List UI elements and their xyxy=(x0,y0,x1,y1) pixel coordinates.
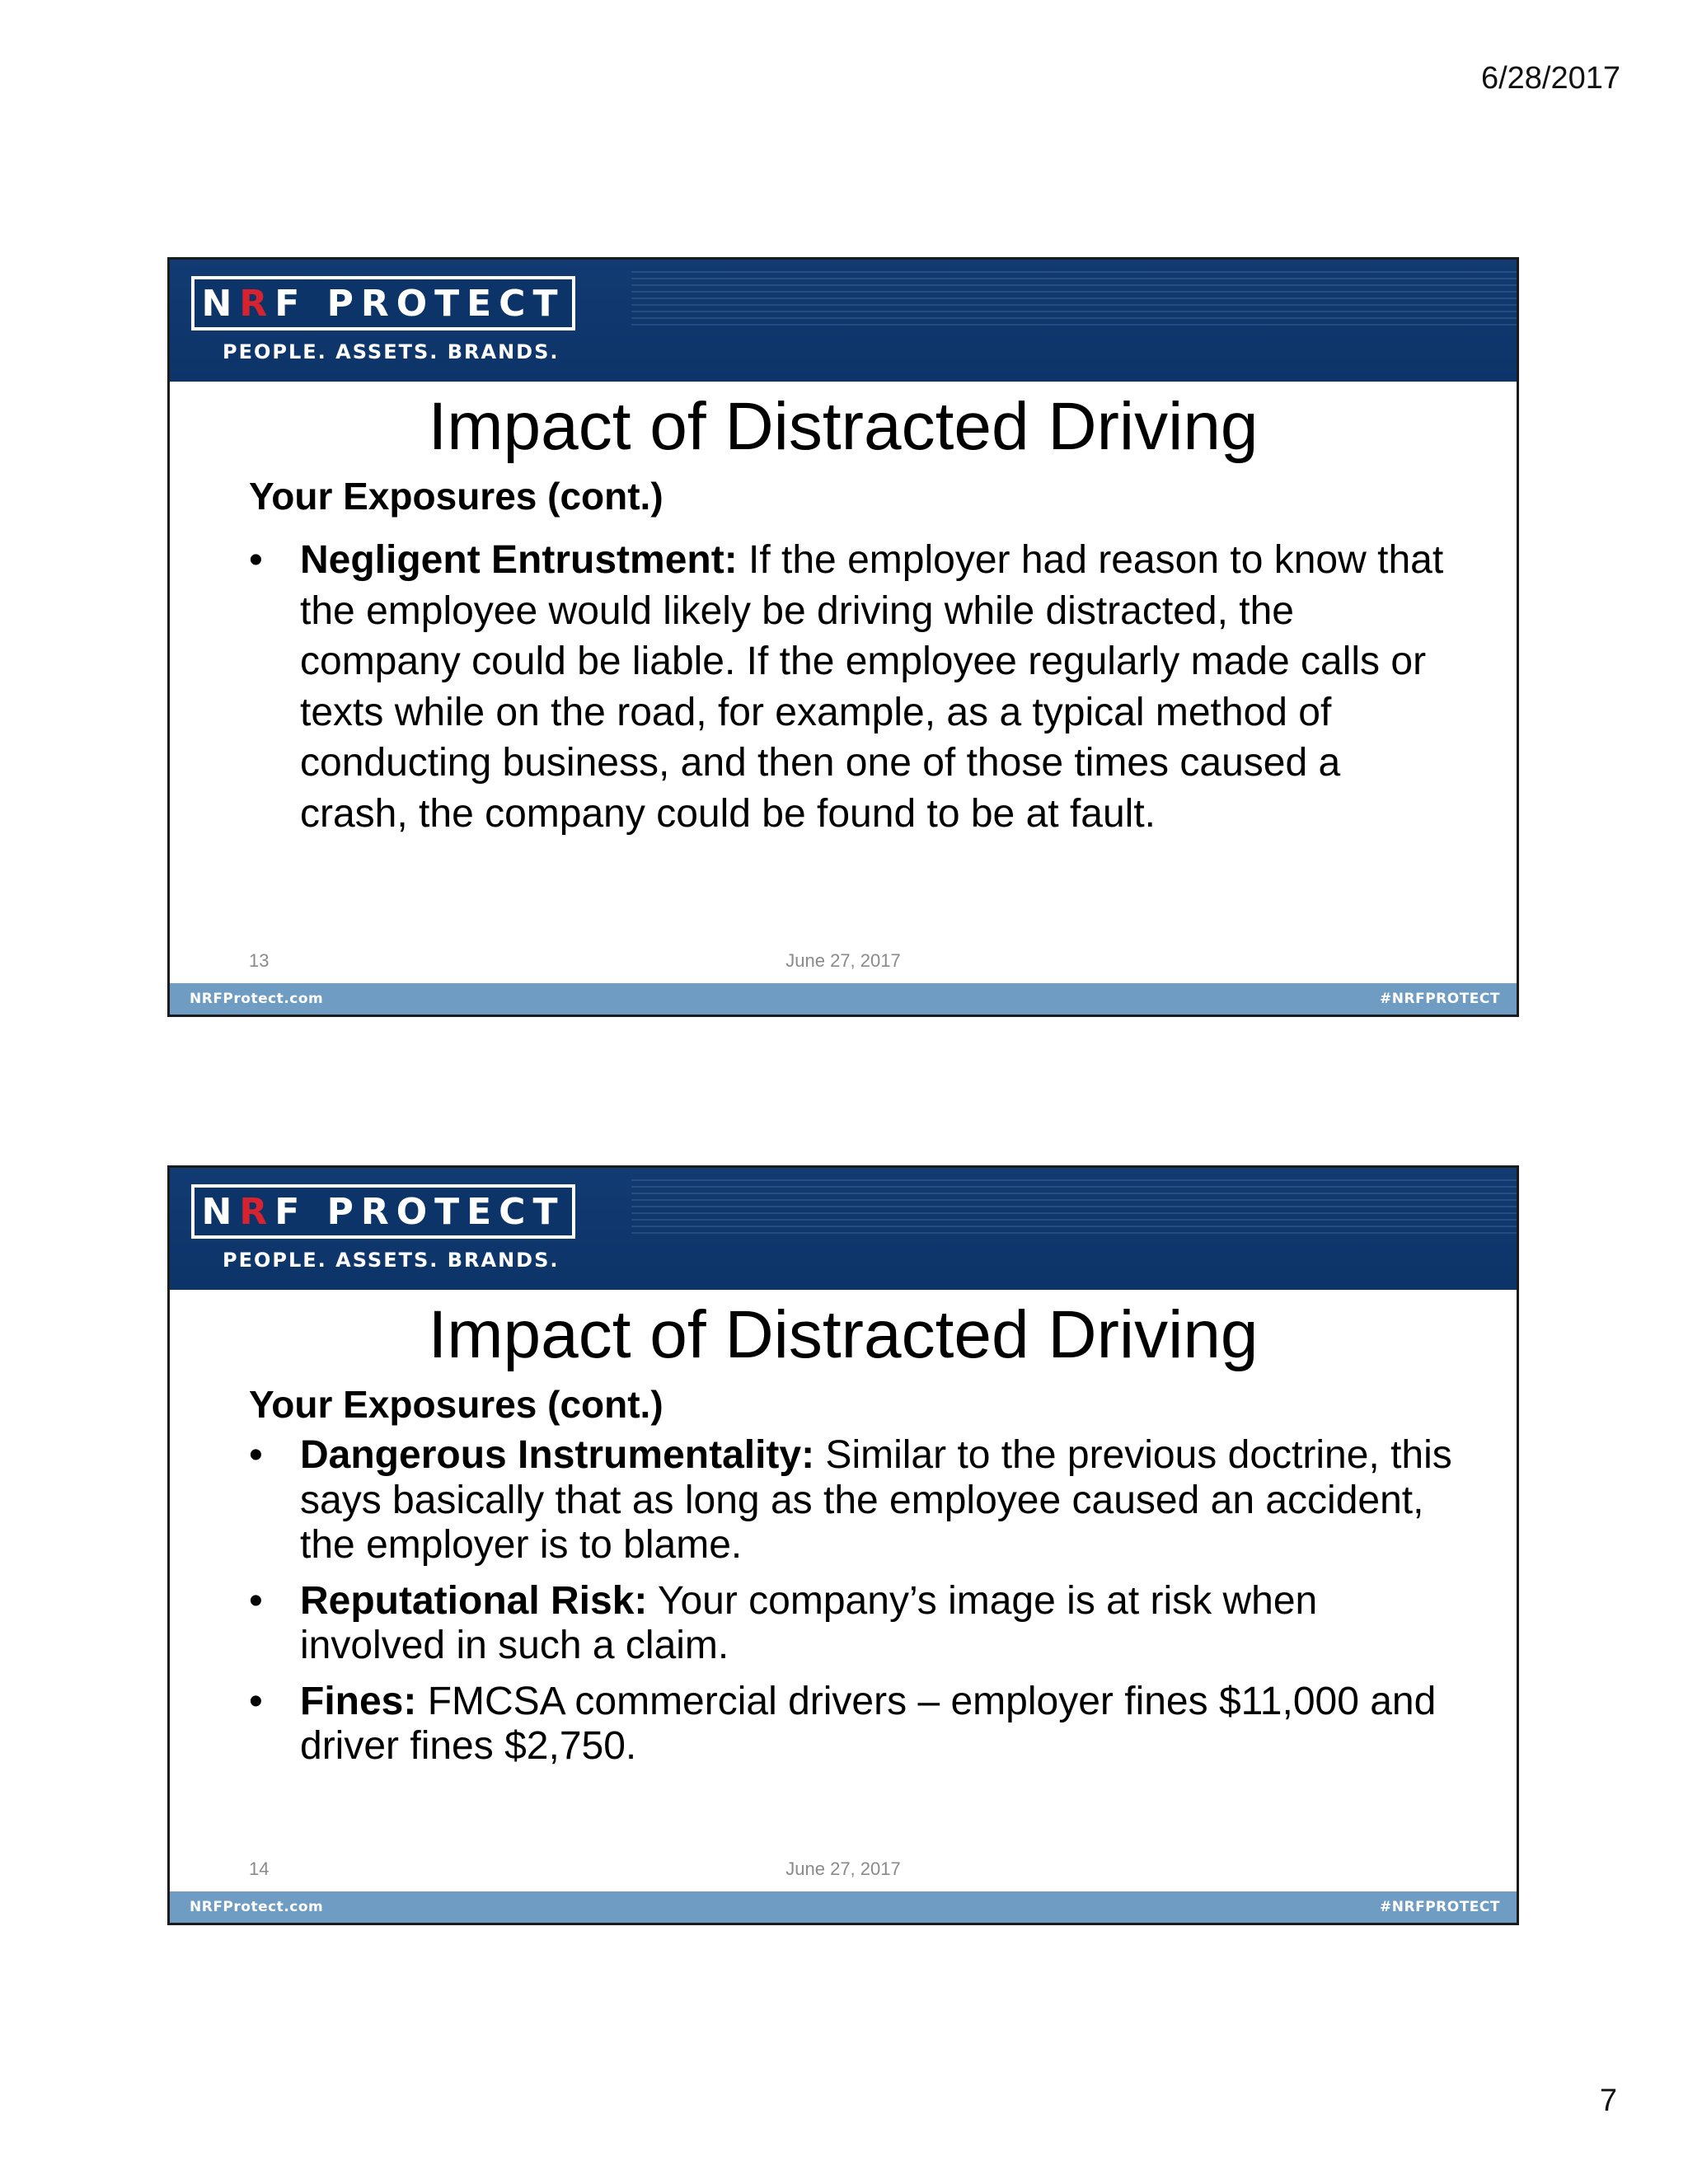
bullet-icon: • xyxy=(249,1679,263,1723)
slide-footer-bar xyxy=(170,1891,1517,1923)
slide-14 xyxy=(167,1165,1519,1925)
footer-hashtag: #NRFPROTECT xyxy=(1380,991,1500,1007)
bullet-list xyxy=(249,1433,1452,1780)
list-item xyxy=(249,535,1452,839)
footer-website: NRFProtect.com xyxy=(190,1899,324,1915)
slide-footer-bar xyxy=(170,983,1517,1015)
bullet-term: Dangerous Instrumentality: xyxy=(300,1433,815,1477)
logo-text: NRF PROTECT xyxy=(201,282,565,325)
bullet-text: FMCSA commercial drivers – employer fines $11,000 and driver fines $2,750. xyxy=(300,1679,1437,1768)
nrf-protect-logo xyxy=(191,276,575,330)
slide-subtitle: Your Exposures (cont.) xyxy=(249,1383,663,1426)
slide-number: 13 xyxy=(249,950,270,971)
footer-hashtag: #NRFPROTECT xyxy=(1380,1899,1500,1915)
bullet-list xyxy=(249,535,1452,839)
page-number: 7 xyxy=(1599,2083,1617,2118)
bullet-term: Fines: xyxy=(300,1679,417,1723)
logo-tagline: PEOPLE. ASSETS. BRANDS. xyxy=(223,340,560,363)
slide-footer-date: June 27, 2017 xyxy=(785,1858,901,1879)
slide-title: Impact of Distracted Driving xyxy=(428,1297,1259,1372)
bullet-term: Negligent Entrustment: xyxy=(300,538,738,582)
bullet-term: Reputational Risk: xyxy=(300,1578,648,1623)
logo-text: NRF PROTECT xyxy=(201,1190,565,1233)
bullet-text: If the employer had reason to know that the employee would likely be driving while distracted, the company could be liable. If the employee regularly made calls or texts while on the road, for example, as a typical method of conducting business, and then one of those times caused a crash, the company could be found to be at fault. xyxy=(300,538,1444,836)
slide-header xyxy=(170,1168,1517,1290)
bullet-icon: • xyxy=(249,1433,263,1477)
header-stripes xyxy=(631,271,1517,330)
list-item xyxy=(249,1680,1452,1769)
page-date: 6/28/2017 xyxy=(1480,61,1620,96)
list-item xyxy=(249,1579,1452,1669)
slide-number: 14 xyxy=(249,1858,270,1879)
list-item xyxy=(249,1433,1452,1568)
bullet-text: Your company’s image is at risk when involved in such a claim. xyxy=(300,1578,1318,1667)
slide-header xyxy=(170,260,1517,382)
bullet-icon: • xyxy=(249,1578,263,1623)
slide-title: Impact of Distracted Driving xyxy=(428,389,1259,464)
logo-tagline: PEOPLE. ASSETS. BRANDS. xyxy=(223,1249,560,1272)
bullet-icon: • xyxy=(249,538,263,582)
bullet-text: Similar to the previous doctrine, this says basically that as long as the employee caused an accident, the employer is to blame. xyxy=(300,1433,1452,1567)
slide-13 xyxy=(167,257,1519,1017)
footer-website: NRFProtect.com xyxy=(190,991,324,1007)
nrf-protect-logo xyxy=(191,1184,575,1239)
header-stripes xyxy=(631,1179,1517,1239)
slide-footer-date: June 27, 2017 xyxy=(785,950,901,971)
slide-subtitle: Your Exposures (cont.) xyxy=(249,475,663,518)
